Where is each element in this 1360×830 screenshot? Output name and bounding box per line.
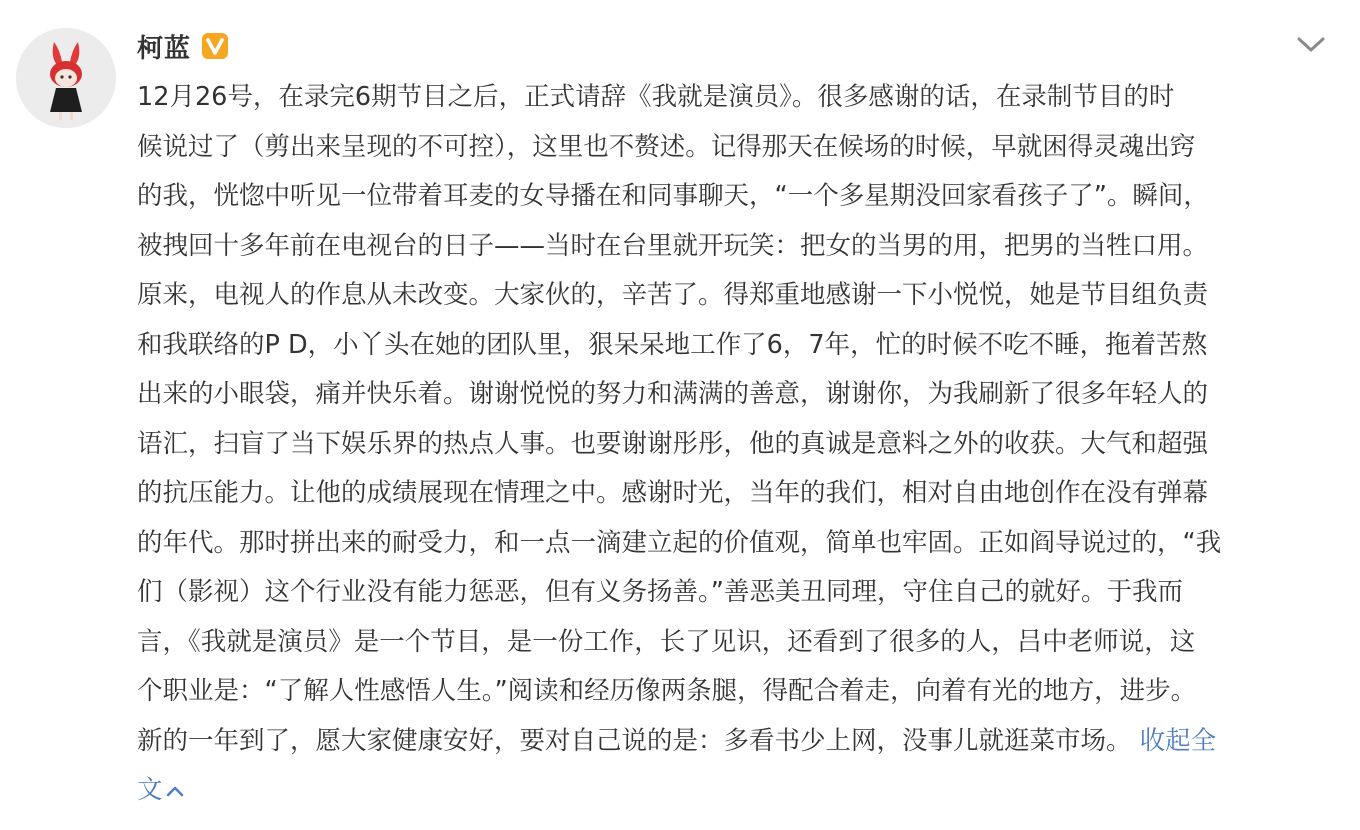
- chevron-down-icon[interactable]: [1294, 32, 1328, 58]
- post-text-line: 的抗压能力。让他的成绩展现在情理之中。感谢时光，当年的我们，相对自由地创作在没有弹幕: [137, 478, 1209, 508]
- verified-v-badge-icon: [201, 32, 229, 60]
- collapse-link-label: 收起全: [1139, 725, 1217, 756]
- post-text-line: 的年代。那时拼出来的耐受力，和一点一滴建立起的价值观，简单也牢固。正如阎导说过的，“我: [137, 527, 1222, 558]
- post-text-line: 们（影视）这个行业没有能力惩恶，但有义务扬善。”善恶美丑同理，守住自己的就好。于我而: [137, 577, 1183, 607]
- post-text-line: 个职业是：“了解人性感悟人生。”阅读和经历像两条腿，得配合着走，向着有光的地方，进步。: [137, 676, 1197, 706]
- post-text-line: 的我，恍惚中听见一位带着耳麦的女导播在和同事聊天，“一个多星期没回家看孩子了”。瞬间，: [137, 181, 1209, 211]
- collapse-link-continuation: [137, 766, 1327, 816]
- post-text-line: 言，《我就是演员》是一个节目，是一份工作，长了见识，还看到了很多的人，吕中老师说，这: [137, 626, 1196, 657]
- avatar-image: [16, 28, 116, 128]
- collapse-full-text-link[interactable]: [1140, 726, 1217, 756]
- post-text-line: 原来，电视人的作息从未改变。大家伙的，辛苦了。得郑重地感谢一下小悦悦，她是节目组负责: [137, 280, 1209, 310]
- avatar[interactable]: [16, 28, 116, 128]
- post-text-line: 12月26号，在录完6期节目之后，正式请辞《我就是演员》。很多感谢的话，在录制节目的时: [137, 82, 1175, 112]
- post-text-line: 出来的小眼袋，痛并快乐着。谢谢悦悦的努力和满满的善意，谢谢你，为我刷新了很多年轻人的: [137, 379, 1209, 409]
- caret-up-icon: [165, 766, 185, 816]
- post-text-line: 和我联络的P D，小丫头在她的团队里，狠呆呆地工作了6，7年，忙的时候不吃不睡，拖着苦熬: [137, 329, 1208, 360]
- post-text-last-line: [137, 717, 1327, 767]
- collapse-link-label-2: 文: [137, 775, 163, 805]
- username[interactable]: 柯蓝: [137, 33, 192, 64]
- post-text-line: 候说过了（剪出来呈现的不可控），这里也不赘述。记得那天在候场的时候，早就困得灵魂出窍: [137, 131, 1196, 162]
- post-header: [137, 24, 229, 68]
- post-text-line: 语汇，扫盲了当下娱乐界的热点人事。也要谢谢彤彤，他的真诚是意料之外的收获。大气和超强: [137, 428, 1209, 459]
- collapse-full-text-link-2[interactable]: [137, 775, 185, 805]
- post-text-line: 新的一年到了，愿大家健康安好，要对自己说的是：多看书少上网，没事儿就逛菜市场。: [137, 725, 1132, 756]
- post-text: [137, 73, 1327, 816]
- post-text-line: 被拽回十多年前在电视台的日子——当时在台里就开玩笑：把女的当男的用，把男的当牲口用。: [137, 230, 1209, 261]
